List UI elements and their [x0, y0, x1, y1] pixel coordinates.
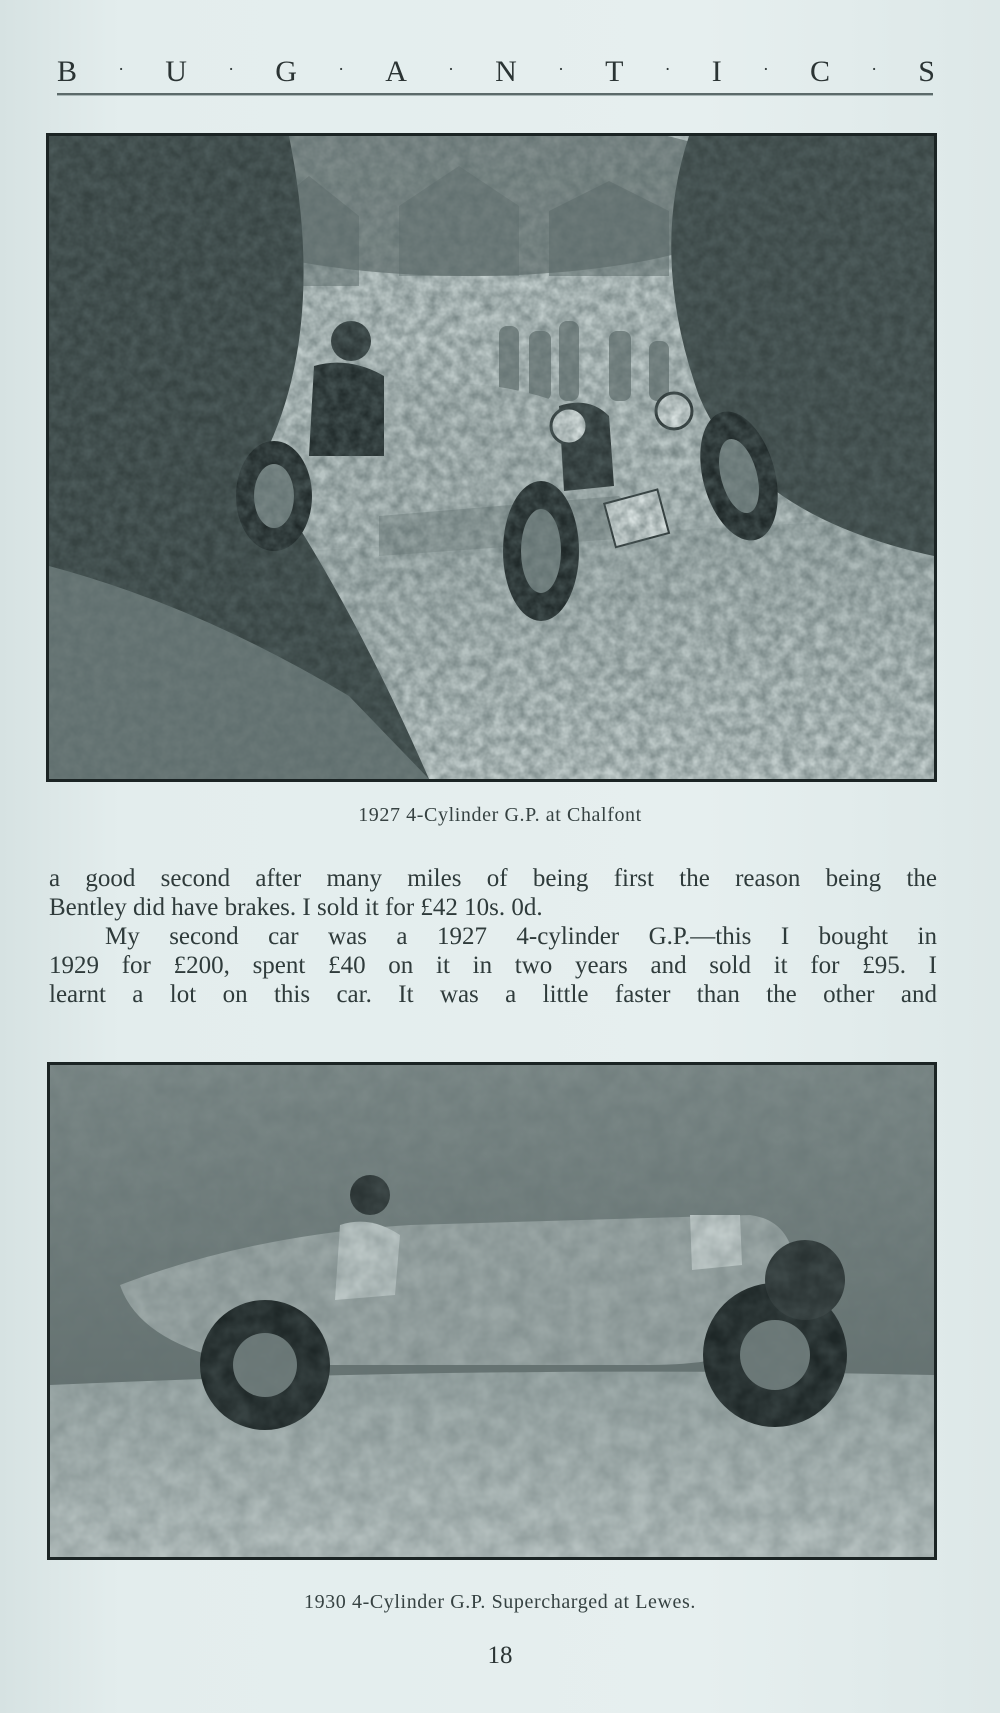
car-photo-graphic	[50, 1065, 934, 1557]
separator-dot: ·	[664, 58, 671, 79]
body-paragraphs	[49, 864, 937, 1009]
car-photo-graphic	[49, 136, 934, 779]
running-head-letter: A	[385, 55, 407, 88]
separator-dot: ·	[448, 58, 455, 79]
running-head-letter: I	[711, 55, 722, 88]
running-head	[57, 52, 935, 92]
running-head-letter: N	[495, 55, 517, 88]
body-line: a good second after many miles of being first the reason being the	[49, 865, 937, 892]
separator-dot: ·	[762, 58, 769, 79]
body-line: My second car was a 1927 4-cylinder G.P.—this I bought in	[105, 923, 937, 950]
separator-dot: ·	[871, 58, 878, 79]
separator-dot: ·	[557, 58, 564, 79]
separator-dot: ·	[338, 58, 345, 79]
header-rule	[57, 93, 933, 96]
photo-chalfont	[46, 133, 937, 782]
body-line: 1929 for £200, spent £40 on it in two years and sold it for £95. I	[49, 952, 937, 979]
photo-caption-lewes: 1930 4-Cylinder G.P. Supercharged at Lewes.	[303, 1591, 697, 1613]
running-head-letter: C	[810, 55, 831, 88]
separator-dot: ·	[228, 58, 235, 79]
photo-caption-chalfont: 1927 4-Cylinder G.P. at Chalfont	[358, 804, 642, 826]
body-line: Bentley did have brakes. I sold it for £42 10s. 0d.	[49, 894, 543, 921]
photo-lewes	[47, 1062, 937, 1560]
running-head-letter: S	[918, 55, 935, 88]
running-head-letter: B	[57, 55, 78, 88]
running-head-letter: U	[165, 55, 187, 88]
running-head-letter: G	[275, 55, 297, 88]
page-number: 18	[487, 1642, 513, 1669]
running-head-letter: T	[605, 55, 624, 88]
separator-dot: ·	[118, 58, 125, 79]
body-line: learnt a lot on this car. It was a little faster than the other and	[49, 981, 937, 1008]
